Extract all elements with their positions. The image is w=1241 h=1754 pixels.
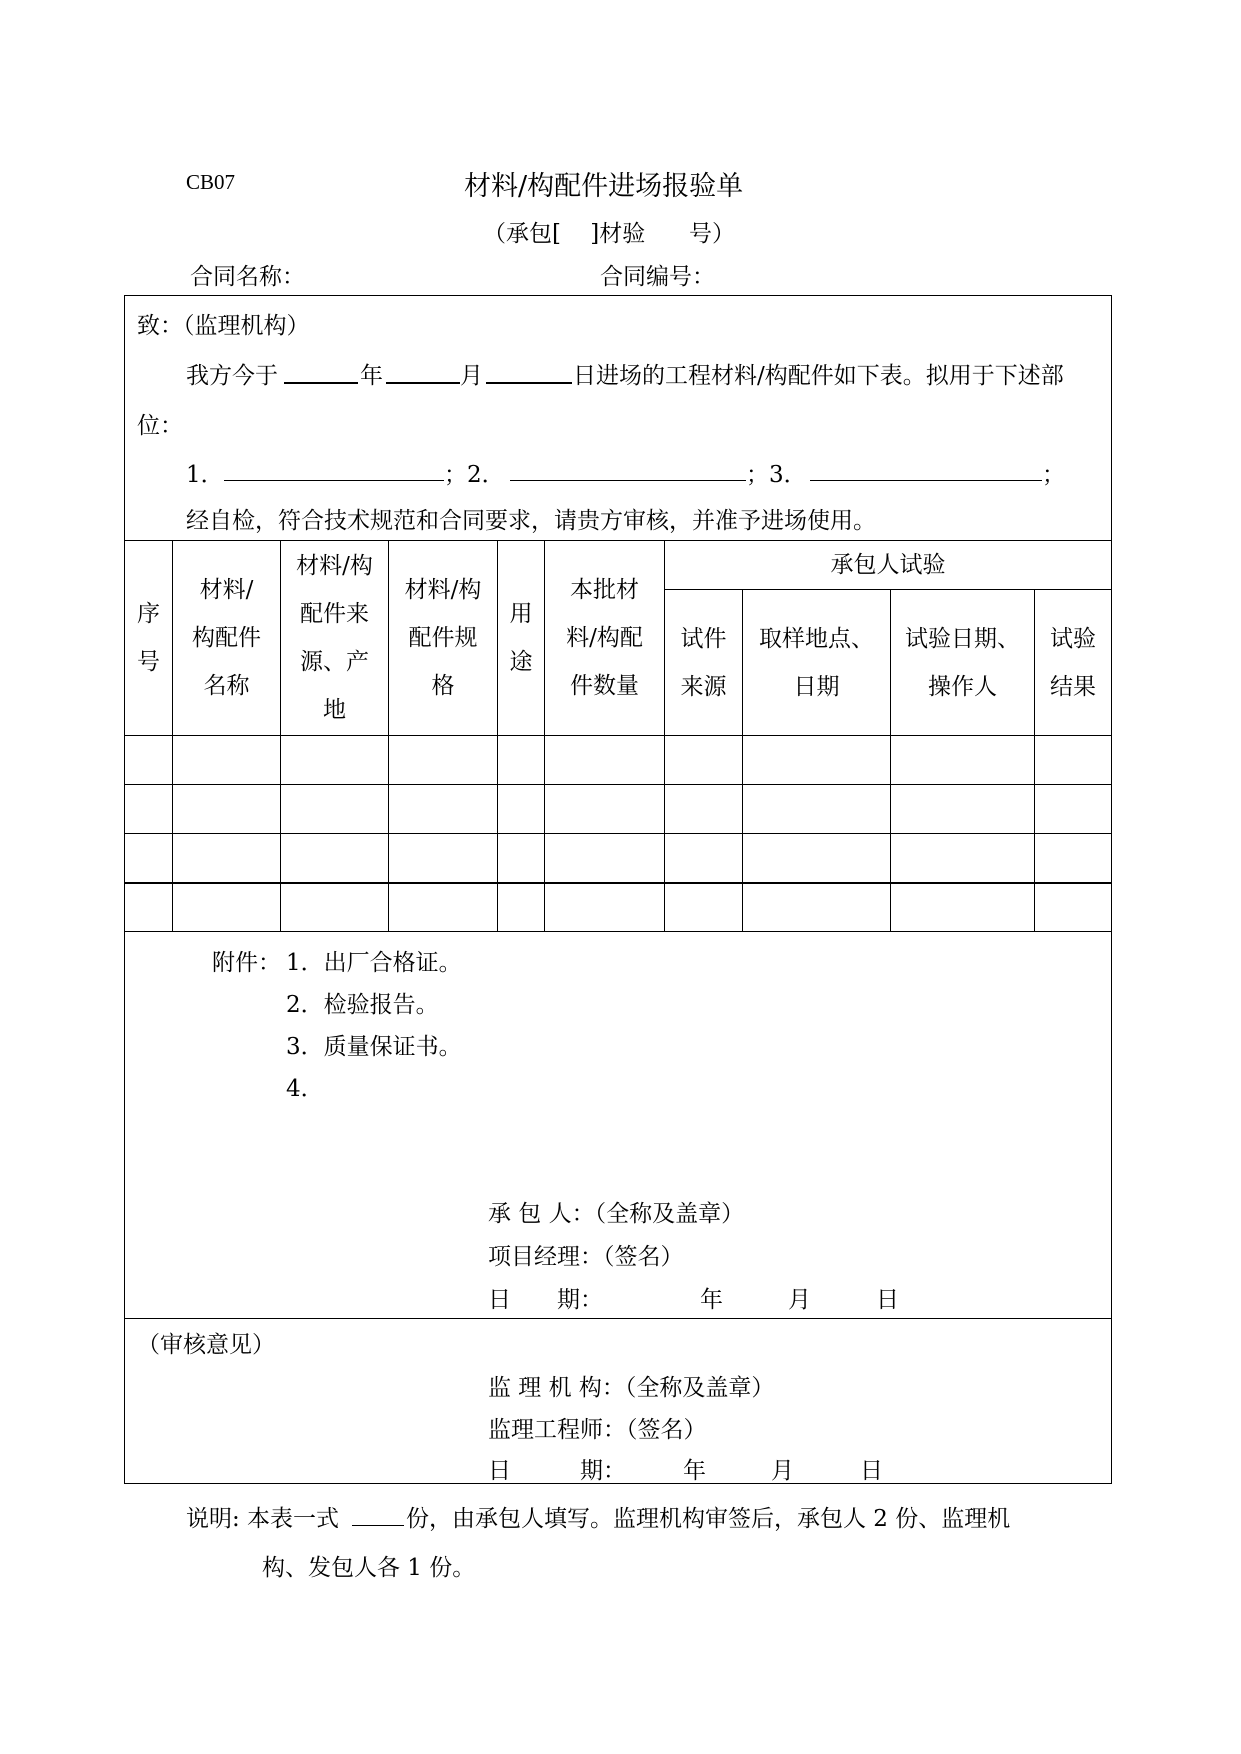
review-label: （审核意见） (137, 1332, 275, 1358)
header-material-spec: 材料/构 配件规 格 (404, 577, 482, 699)
note-text-a: 说明: 本表一式 (186, 1506, 340, 1532)
month-blank[interactable] (386, 382, 460, 384)
location-item-1-blank[interactable] (224, 480, 444, 481)
intro-year: 年 (360, 363, 383, 389)
day-blank[interactable] (486, 382, 572, 384)
header-sampling: 取样地点、 日期 (759, 625, 874, 700)
intro-month: 月 (460, 363, 483, 389)
year-blank[interactable] (284, 382, 358, 384)
project-manager-signature: 项目经理：（签名） (488, 1244, 684, 1270)
review-date-label: 日 期： (488, 1458, 626, 1484)
table-row[interactable] (125, 736, 1111, 784)
contractor-date-year: 年 (700, 1287, 723, 1313)
intro-text-rest: 日进场的工程材料/构配件如下表。拟用于下述部 (573, 363, 1064, 389)
form-number-line: （承包[ ]材验 号） (483, 221, 736, 247)
contractor-date-month: 月 (788, 1287, 811, 1313)
table-row[interactable] (125, 884, 1111, 931)
table-row[interactable] (125, 785, 1111, 833)
header-test-result: 试验 结果 (1050, 625, 1096, 700)
intro-text-a: 我方今于 (186, 363, 278, 389)
header-use: 用 途 (509, 601, 533, 675)
contract-number-label: 合同编号： (600, 264, 715, 290)
location-item-2-label: ；2． (444, 462, 505, 488)
attachment-item: 4． (286, 1076, 324, 1102)
review-date-year: 年 (683, 1458, 706, 1484)
supervisor-org-signature: 监 理 机 构：（全称及盖章） (488, 1375, 775, 1401)
form-code: CB07 (186, 170, 236, 194)
header-contractor-test: 承包人试验 (830, 552, 946, 578)
intro-text-location: 位： (137, 413, 183, 439)
supervising-engineer-signature: 监理工程师：（签名） (488, 1417, 707, 1443)
location-item-3-blank[interactable] (810, 480, 1042, 481)
header-test-date: 试验日期、 操作人 (905, 625, 1020, 700)
attachment-item: 1．出厂合格证。 (286, 950, 462, 976)
note-text-c: 构、发包人各 1 份。 (262, 1555, 476, 1581)
location-item-1-label: 1． (186, 462, 224, 488)
header-quantity: 本批材 料/构配 件数量 (566, 577, 643, 699)
contractor-signature: 承 包 人：（全称及盖章） (488, 1201, 745, 1227)
review-date-day: 日 (860, 1458, 883, 1484)
contractor-date-day: 日 (876, 1287, 899, 1313)
page-title: 材料/构配件进场报验单 (464, 171, 744, 202)
copies-blank[interactable] (352, 1525, 404, 1526)
attachment-item: 3．质量保证书。 (286, 1034, 462, 1060)
location-item-end: ； (1042, 462, 1065, 488)
attachment-item: 2．检验报告。 (286, 992, 439, 1018)
note-text-b: 份，由承包人填写。监理机构审签后，承包人 2 份、监理机 (406, 1506, 1011, 1532)
review-date-month: 月 (771, 1458, 794, 1484)
table-row[interactable] (125, 834, 1111, 882)
location-item-2-blank[interactable] (510, 480, 746, 481)
header-seq: 序 号 (137, 601, 160, 675)
contractor-date-label: 日 期： (488, 1287, 603, 1313)
attachments-label: 附件： (212, 950, 281, 976)
to-line: 致：（监理机构） (137, 313, 310, 339)
location-item-3-label: ；3． (746, 462, 807, 488)
contract-name-label: 合同名称： (190, 264, 305, 290)
header-material-name: 材料/ 构配件 名称 (192, 577, 261, 699)
header-test-source: 试件 来源 (680, 625, 727, 700)
self-check-statement: 经自检，符合技术规范和合同要求，请贵方审核，并准予进场使用。 (186, 508, 876, 534)
section-divider (124, 1318, 1112, 1319)
header-material-source: 材料/构 配件来 源、产 地 (296, 553, 373, 723)
